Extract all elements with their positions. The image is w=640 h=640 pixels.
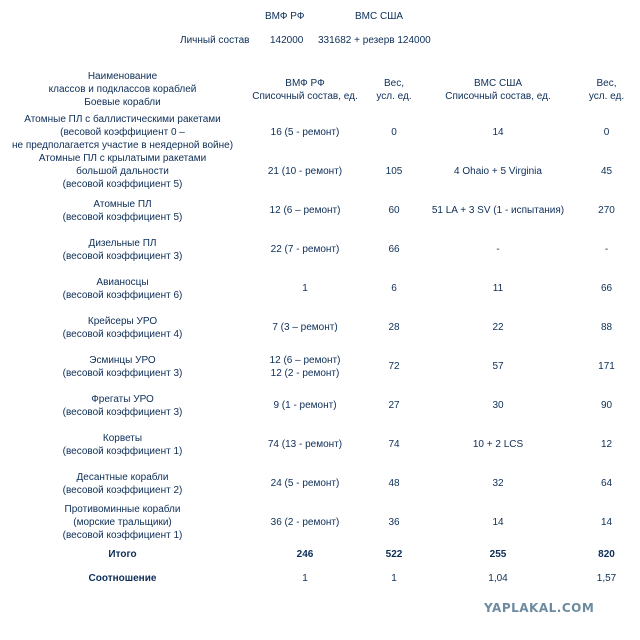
cell-us-weight: 14 <box>600 517 613 528</box>
table-row <box>0 230 640 269</box>
cell-ru-count: 21 (10 - ремонт) <box>267 166 343 177</box>
table-row <box>0 308 640 347</box>
table-row <box>0 347 640 386</box>
total-row <box>0 542 640 566</box>
cell-us-count: 14 <box>492 517 504 528</box>
cell-name: Фрегаты УРО (весовой коэффициент 3) <box>62 393 183 418</box>
cell-us-count: 57 <box>492 361 504 372</box>
col-header-ru-count: ВМФ РФ Списочный состав, ед. <box>252 77 358 102</box>
cell-ru-count: 24 (5 - ремонт) <box>270 478 340 489</box>
cell-us-weight: 45 <box>600 166 613 177</box>
table-row <box>0 386 640 425</box>
cell-ru-count: 7 (3 – ремонт) <box>272 322 338 333</box>
ratio-us-count: 1,04 <box>488 572 508 584</box>
total-ru-weight: 522 <box>385 548 403 560</box>
ru-navy-title: ВМФ РФ <box>265 11 305 22</box>
cell-ru-weight: 60 <box>388 205 400 216</box>
cell-ru-count: 1 <box>302 283 308 294</box>
cell-us-count: 10 + 2 LCS <box>472 439 524 450</box>
col-header-us-count: ВМС США Списочный состав, ед. <box>445 77 551 102</box>
cell-ru-count: 16 (5 - ремонт) <box>270 127 340 138</box>
cell-ru-weight: 66 <box>388 244 400 255</box>
table-row <box>0 269 640 308</box>
cell-name: Эсминцы УРО (весовой коэффициент 3) <box>62 354 183 379</box>
cell-name: Дизельные ПЛ (весовой коэффициент 3) <box>62 237 183 262</box>
cell-ru-count: 22 (7 - ремонт) <box>270 244 340 255</box>
ratio-ru-weight: 1 <box>391 572 397 584</box>
cell-ru-weight: 6 <box>391 283 397 294</box>
cell-us-count: - <box>496 244 500 255</box>
cell-us-weight: 171 <box>598 361 615 372</box>
personnel-us-value: 331682 + резерв 124000 <box>318 35 431 46</box>
cell-name: Атомные ПЛ с баллистическими ракетами (весовой коэффициент 0 – не предполагается участие в неядерной войне) <box>11 114 234 151</box>
cell-ru-count: 36 (2 - ремонт) <box>270 517 340 528</box>
us-navy-title: ВМС США <box>355 11 404 22</box>
cell-us-weight: 12 <box>600 439 613 450</box>
cell-us-weight: 88 <box>600 322 613 333</box>
cell-ru-weight: 48 <box>388 478 400 489</box>
cell-ru-count: 12 (6 – ремонт) 12 (2 - ремонт) <box>269 354 341 379</box>
cell-us-weight: 0 <box>603 127 610 138</box>
cell-us-weight: 64 <box>600 478 613 489</box>
table-body <box>0 113 640 590</box>
ratio-us-weight: 1,57 <box>596 572 617 584</box>
cell-ru-weight: 72 <box>388 361 400 372</box>
personnel-label: Личный состав <box>180 35 250 46</box>
cell-ru-count: 9 (1 - ремонт) <box>273 400 337 411</box>
cell-us-count: 11 <box>492 283 504 294</box>
cell-ru-weight: 74 <box>388 439 400 450</box>
table-row <box>0 113 640 152</box>
cell-name: Десантные корабли (весовой коэффициент 2) <box>62 471 183 496</box>
personnel-ru-value: 142000 <box>270 35 304 46</box>
total-label: Итого <box>108 548 137 560</box>
personnel-row <box>0 35 640 49</box>
cell-us-weight: 90 <box>600 400 613 411</box>
cell-name: Атомные ПЛ с крылатыми ракетами большой дальности (весовой коэффициент 5) <box>38 153 207 190</box>
table-row <box>0 425 640 464</box>
cell-name: Атомные ПЛ (весовой коэффициент 5) <box>62 198 183 223</box>
cell-us-count: 14 <box>492 127 504 138</box>
table-row <box>0 191 640 230</box>
cell-us-count: 30 <box>492 400 504 411</box>
fleet-comparison-table <box>0 66 640 590</box>
cell-us-weight: 270 <box>598 205 615 216</box>
cell-name: Противоминные корабли (морские тральщики) (весовой коэффициент 1) <box>62 504 183 541</box>
cell-ru-count: 12 (6 – ремонт) <box>269 205 341 216</box>
table-row <box>0 464 640 503</box>
cell-ru-weight: 36 <box>388 517 400 528</box>
cell-name: Крейсеры УРО (весовой коэффициент 4) <box>62 315 183 340</box>
table-row <box>0 152 640 191</box>
cell-us-count: 51 LA + 3 SV (1 - испытания) <box>431 205 565 216</box>
cell-name: Авианосцы (весовой коэффициент 6) <box>62 276 183 301</box>
cell-us-count: 22 <box>492 322 504 333</box>
col-header-name: Наименование классов и подклассов кораблей Боевые корабли <box>48 71 197 108</box>
table-row <box>0 503 640 542</box>
cell-ru-weight: 105 <box>385 166 403 177</box>
ratio-ru-count: 1 <box>302 572 308 584</box>
total-ru-count: 246 <box>296 548 314 560</box>
cell-us-count: 4 Ohaio + 5 Virginia <box>454 166 542 177</box>
total-us-weight: 820 <box>598 548 615 560</box>
total-us-count: 255 <box>489 548 507 560</box>
cell-ru-weight: 0 <box>391 127 397 138</box>
cell-ru-weight: 27 <box>388 400 400 411</box>
cell-us-count: 32 <box>492 478 504 489</box>
ratio-label: Соотношение <box>88 572 157 584</box>
cell-ru-count: 74 (13 - ремонт) <box>267 439 343 450</box>
ratio-row <box>0 566 640 590</box>
cell-us-weight: 66 <box>600 283 613 294</box>
cell-name: Корветы (весовой коэффициент 1) <box>62 432 183 457</box>
table-header-row <box>0 66 640 113</box>
col-header-ru-weight: Вес, усл. ед. <box>376 77 412 102</box>
col-header-us-weight: Вес, усл. ед. <box>588 77 625 102</box>
cell-ru-weight: 28 <box>388 322 400 333</box>
navy-header <box>0 11 640 25</box>
cell-us-weight: - <box>604 244 609 255</box>
site-watermark: YAPLAKAL.COM <box>484 601 614 619</box>
